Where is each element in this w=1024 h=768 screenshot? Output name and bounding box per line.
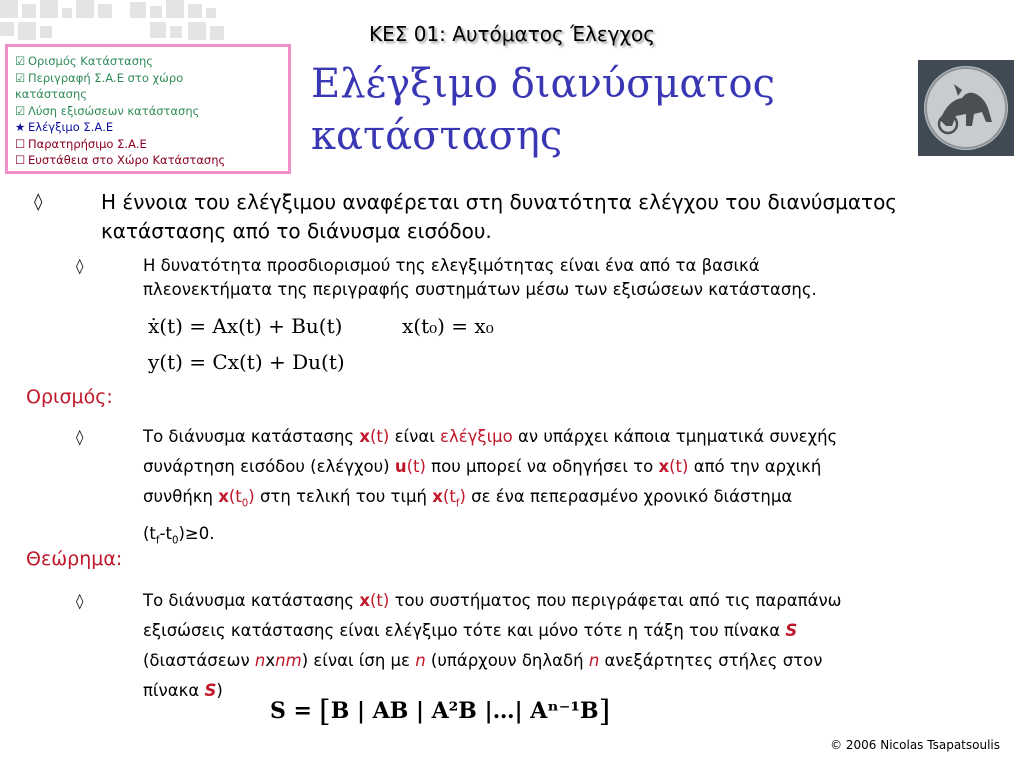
definition-line-3: συνθήκη $x(t_0)$ στη τελική του τιμή $x(t_f)$ σε ένα πεπερασμένο χρονικό διάστημα xyxy=(143,487,793,510)
bullet-line: κατάστασης από το διάνυσμα εισόδου. xyxy=(101,219,492,243)
definition-line-2: συνάρτηση εισόδου (ελέγχου) u(t) που μπορεί να οδηγήσει το x(t) από την αρχική xyxy=(143,457,822,476)
page-title-line2: κατάστασης xyxy=(311,113,563,159)
nav-item-label: Ορισμός Κατάστασης xyxy=(28,54,154,68)
nav-item-label: Περιγραφή Σ.Α.Ε στο χώρο xyxy=(28,70,184,85)
controllability-matrix-equation: S = [B | AB | A²B |…| Aⁿ⁻¹B] xyxy=(270,694,611,729)
ancient-coin-image xyxy=(918,60,1014,156)
theorem-line-1: Το διάνυσμα κατάστασης x(t) του συστήματος που περιγράφεται από τις παραπάνω xyxy=(143,591,842,610)
definition-heading: Ορισμός: xyxy=(26,386,113,408)
nav-item[interactable] xyxy=(15,103,288,120)
bullet-concept xyxy=(34,188,1014,246)
empty-checkbox-icon: ☐ xyxy=(15,136,26,151)
nav-item-label: Ευστάθεια στο Χώρο Κατάστασης xyxy=(28,153,226,167)
page-title xyxy=(311,58,775,162)
S-rhs: B | AB | A²B |…| Aⁿ⁻¹B xyxy=(330,698,599,724)
nav-item[interactable] xyxy=(15,152,288,169)
nav-item[interactable] xyxy=(15,70,288,87)
nav-item[interactable] xyxy=(15,136,288,153)
page-title-line1: Ελέγξιμο διανύσματος xyxy=(311,61,776,107)
bullet-line: πλεονεκτήματα της περιγραφής συστημάτων μέσω των εξισώσεων κατάστασης. xyxy=(143,280,817,299)
copyright: © 2006 Nicolas Tsapatsoulis xyxy=(830,738,1000,752)
definition-line-4: $(t_f-t_0)\ge 0$. xyxy=(143,524,215,547)
controllable-term: ελέγξιμο xyxy=(440,427,513,446)
nav-item[interactable] xyxy=(15,119,288,136)
theorem-line-4: πίνακα S) xyxy=(143,681,223,700)
theorem-heading: Θεώρημα: xyxy=(26,548,123,570)
bullet-diamond-icon: ◊ xyxy=(34,192,43,212)
sub-bullet-advantage xyxy=(76,254,1006,302)
checked-checkbox-icon: ☑ xyxy=(15,103,26,118)
bullet-line: Η έννοια του ελέγξιμου αναφέρεται στη δυνατότητα ελέγχου του διανύσματος xyxy=(101,190,898,214)
output-equation: y(t) = Cx(t) + Du(t) xyxy=(148,350,345,374)
bullet-line: Η δυνατότητα προσδιορισμού της ελεγξιμότητας είναι ένα από τα βασικά xyxy=(143,256,760,275)
nav-item-label: Λύση εξισώσεων κατάστασης xyxy=(28,103,200,118)
definition-line-1: Το διάνυσμα κατάστασης x(t) είναι ελέγξιμο αν υπάρχει κάποια τμηματικά συνεχής xyxy=(143,427,838,446)
theorem-line-3: (διαστάσεων nxnm) είναι ίση με n (υπάρχουν δηλαδή n ανεξάρτητες στήλες στον xyxy=(143,651,823,670)
bullet-diamond-icon: ◊ xyxy=(76,592,84,610)
theorem-line-2: εξισώσεις κατάστασης είναι ελέγξιμο τότε και μόνο τότε η τάξη του πίνακα S xyxy=(143,621,798,640)
star-icon: ★ xyxy=(15,120,26,134)
theorem-text xyxy=(76,586,1006,706)
S-lhs: S = xyxy=(270,698,312,724)
nav-item-label: Ελέγξιμο Σ.Α.Ε xyxy=(28,120,114,134)
topic-navigation xyxy=(5,44,291,174)
checked-checkbox-icon: ☑ xyxy=(15,70,26,85)
definition-text xyxy=(76,422,1006,557)
state-equation: ẋ(t) = Ax(t) + Bu(t) xyxy=(148,314,343,338)
bullet-diamond-icon: ◊ xyxy=(76,428,84,446)
bullet-diamond-icon: ◊ xyxy=(76,257,84,275)
nav-item[interactable] xyxy=(15,53,288,70)
checked-checkbox-icon: ☑ xyxy=(15,54,26,68)
initial-condition-equation: x(t₀) = x₀ xyxy=(402,314,494,338)
nav-item-label-continued: κατάστασης xyxy=(15,87,87,101)
empty-checkbox-icon: ☐ xyxy=(15,153,26,167)
course-title: ΚΕΣ 01: Αυτόματος Έλεγχος xyxy=(368,22,656,46)
nav-item-label: Παρατηρήσιμο Σ.Α.Ε xyxy=(28,136,147,151)
